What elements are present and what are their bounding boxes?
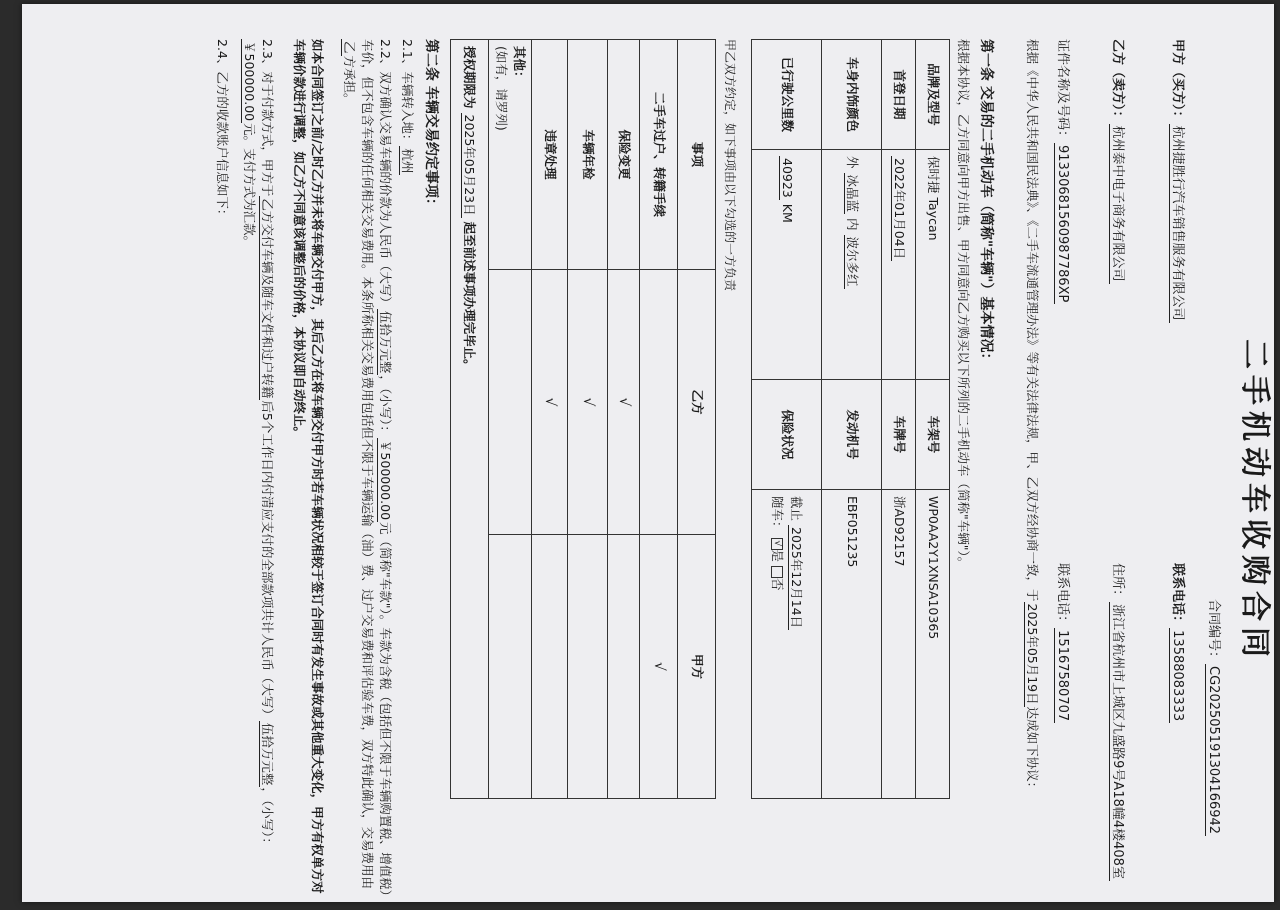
insurance-value (752, 490, 822, 799)
clause-2-4: 2.4、乙方的收款账户信息如下： (215, 39, 230, 222)
mileage-number: 40923 (779, 158, 795, 198)
mileage-label: 已行驶公里数 (752, 40, 822, 150)
color-in-prefix: 内 (844, 218, 860, 231)
party-a-row (1167, 39, 1186, 899)
duty-row-insurance: 保险变更 (608, 40, 640, 270)
auth-date: 2025年05月23日 (462, 114, 478, 216)
duty-col-item: 事项 (678, 40, 716, 270)
clause-2-2-c: 元（简称"车款"）。车款为含税（包括但不限于车辆购置税、增值税）车价，但不包含车辆的任何相关交易费用。本条所称相关交易费用包括但不限于车辆运输（油）费、过户交易费和评估验车费，双方特此确认，交易费用由 (359, 39, 393, 897)
vehicle-table (751, 39, 950, 799)
duty-other-label: 其他： (512, 46, 527, 84)
party-b-row (1107, 39, 1126, 899)
clause-2-1 (398, 39, 416, 899)
intro-suffix: 达成如下协议： (1025, 706, 1040, 795)
party-b-name: 杭州泰中电子商务有限公司 (1110, 125, 1125, 282)
no-label: 否 (770, 578, 786, 591)
party-b-address: 浙江省杭州市上城区九盛路9号A18幢4楼408室 (1110, 604, 1125, 879)
clause-bold: 如本合同签订之前/之时乙方并未将车辆交付甲方，其后乙方在将车辆交付甲方时若车辆状况相较于签订合同时有发生事故或其他重大变化，甲方有权单方对车辆价款进行调整，如乙方不同意该调整后的价格，本协议即自动终止。 (291, 39, 325, 894)
mileage-value (752, 150, 822, 380)
contract-number (1203, 599, 1222, 836)
duty-row-violation: 违章处理 (532, 40, 568, 270)
color-value (822, 150, 882, 380)
clause-2-2-a: 2.2、双方确认交易车辆的价款为人民币（大写） (378, 39, 393, 309)
duty-other-hint: (如有，请罗列) (493, 46, 509, 131)
duty-transfer-a[interactable]: √ (640, 535, 678, 799)
party-b-id: 91330681560987786XP (1055, 145, 1070, 303)
engine-value: EBF051235 (822, 490, 882, 799)
brand-label: 品牌及型号 (916, 40, 950, 150)
clause-2-3-d: ，（小写）： (260, 787, 275, 850)
party-a-phone-label: 联系电话： (1170, 563, 1185, 629)
paper-sheet (22, 4, 1274, 902)
clause-2-3 (240, 39, 276, 899)
plate-label: 车牌号 (882, 380, 916, 490)
insurance-with-label: 随车： (770, 496, 786, 534)
contract-document (166, 39, 1280, 899)
insurance-until-prefix: 截止 (788, 496, 804, 522)
duty-note: 甲乙双方约定，如下事项由以下勾选的一方负责 (723, 39, 737, 292)
vin-value: WP0AA2Y1XNSA10365 (916, 490, 950, 799)
clause-2-1-value: 杭州 (400, 148, 415, 174)
brand-value: 保时捷 Taycan (916, 150, 950, 380)
party-a-phone: 13588083333 (1170, 630, 1185, 722)
article-1-heading: 第一条 交易的二手机动车（简称"车辆"）基本情况： (978, 39, 994, 367)
article-2-heading: 第二条 车辆交易约定事项： (423, 39, 439, 212)
plate-value: 浙AD92157 (882, 490, 916, 799)
reg-date-label: 首登日期 (882, 40, 916, 150)
yes-label: 是 (770, 549, 786, 563)
duty-violation-a[interactable] (532, 535, 568, 799)
color-label: 车身内饰颜色 (822, 40, 882, 150)
duty-row-inspection: 车辆年检 (568, 40, 608, 270)
clause-2-2-b: ，（小写）： (378, 375, 393, 438)
vin-label: 车架号 (916, 380, 950, 490)
party-b-label: 乙方（卖方）： (1110, 39, 1125, 124)
reg-date-value (882, 150, 916, 380)
vehicle-table-wrap (751, 39, 950, 799)
contract-number-label: 合同编号： (1206, 599, 1221, 665)
clause-2-2 (340, 39, 394, 899)
duty-other-b[interactable] (488, 270, 531, 535)
duty-col-a: 甲方 (678, 535, 716, 799)
party-a-name: 杭州捷胜行汽车销售服务有限公司 (1170, 125, 1185, 321)
party-a-label: 甲方（买方）： (1170, 39, 1185, 124)
clause-2-2-party: 乙 (341, 41, 357, 54)
duty-violation-b[interactable]: √ (532, 270, 568, 535)
duty-row-other (488, 40, 531, 270)
duty-inspection-b[interactable]: √ (568, 270, 608, 535)
duty-col-b: 乙方 (678, 270, 716, 535)
duty-table-wrap (450, 39, 716, 799)
auth-period-row (450, 40, 488, 799)
contract-number-value: CG202505191304166942 (1206, 666, 1221, 835)
yes-checkbox[interactable]: √ (771, 538, 783, 550)
document-title: 二手机动车收购合同 (1237, 339, 1272, 663)
intro-date: 2025年05月19日 (1025, 603, 1040, 705)
engine-label: 发动机号 (822, 380, 882, 490)
party-b-id-row (1052, 39, 1071, 899)
duty-other-a[interactable] (488, 535, 531, 799)
clause-2-3-amount: ￥500000.00 (241, 41, 257, 122)
party-b-phone: 15167580707 (1055, 630, 1070, 722)
duty-row-transfer: 二手车过户、转籍手续 (640, 40, 678, 270)
clause-2-2-d: 方承担。 (341, 55, 357, 106)
clause-2-2-amount: ￥500000.00 (378, 439, 393, 521)
clause-2-3-b: 乙方交付车辆及随车文件和过户转籍 (260, 198, 275, 399)
color-out: 冰晶蓝 (844, 174, 860, 213)
insurance-label: 保险状况 (752, 380, 822, 490)
clause-2-3-a: 2.3、对于付款方式，甲方于 (260, 39, 275, 197)
clause-2-2-amount-cn: 伍拾万元整 (378, 310, 393, 374)
duty-table (450, 39, 716, 799)
party-b-phone-label: 联系电话： (1055, 563, 1070, 629)
auth-label: 授权期限为 (462, 46, 478, 109)
duty-inspection-a[interactable] (568, 535, 608, 799)
party-b-id-label: 证件名称及号码： (1055, 39, 1070, 144)
clause-2-3-c: 后5个工作日内付清应支付的全部款项共计人民币（大写） (260, 400, 275, 721)
intro-prefix: 根据《中华人民共和国民法典》、《二手车流通管理办法》等有关法律法规，甲、乙双方经协商一致，于 (1025, 39, 1040, 602)
no-checkbox[interactable] (771, 566, 783, 578)
reg-date-text: 2022年01月04日 (891, 158, 907, 260)
clause-2-1-label: 2.1、车辆转入地： (400, 39, 415, 147)
article-1-desc: 根据本协议，乙方同意向甲方出售、甲方同意向乙方购买以下所列的二手机动车（简称"车辆"）。 (956, 39, 971, 570)
clause-2-3-e: 元。支付方式为汇款。 (241, 123, 257, 249)
color-in: 波尔多红 (844, 236, 860, 287)
mileage-unit: KM (779, 203, 795, 223)
auth-suffix: 起至前述事项办理完毕止。 (462, 221, 478, 372)
party-b-address-label: 住所： (1110, 563, 1125, 603)
duty-insurance-b[interactable]: √ (608, 270, 640, 535)
duty-transfer-b[interactable] (640, 270, 678, 535)
clause-2-3-amount-cn: 伍拾万元整 (260, 722, 275, 786)
duty-insurance-a[interactable] (608, 535, 640, 799)
intro-paragraph (1023, 39, 1041, 899)
insurance-until: 2025年12月14日 (788, 527, 804, 629)
color-out-prefix: 外 (844, 156, 860, 169)
